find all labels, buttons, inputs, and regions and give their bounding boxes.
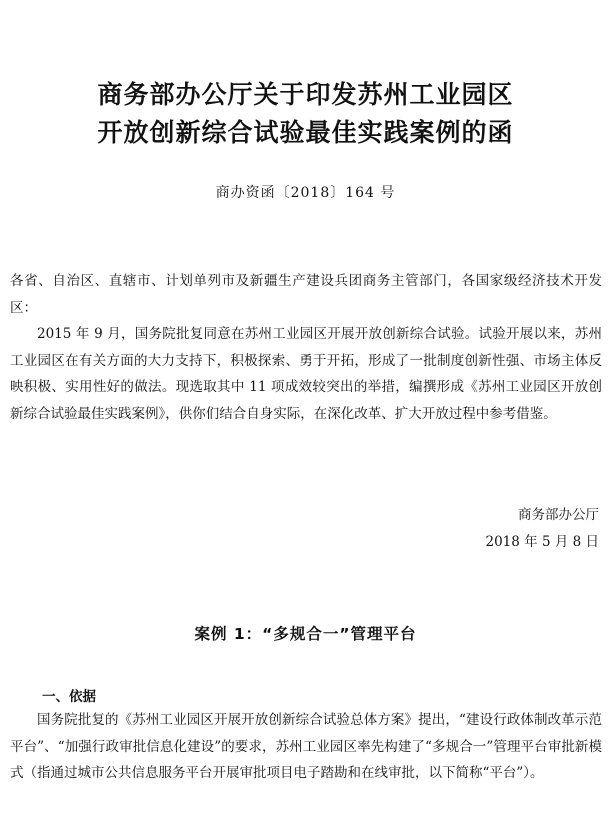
document-title-line-2: 开放创新综合试验最佳实践案例的函	[97, 118, 514, 147]
document-title-line-1: 商务部办公厅关于印发苏州工业园区	[97, 80, 514, 109]
section-heading: 一、依据	[42, 689, 96, 705]
signature-date: 2018 年 5 月 8 日	[485, 534, 599, 550]
case-paragraph: 国务院批复的《苏州工业园区开展开放创新综合试验总体方案》提出，“建设行政体制改革示范平台”、“加强行政审批信息化建设”的要求，苏州工业园区率先构建了“多规合一”管理平台审批新模式（指通过城市公共信息服务平台开展审批项目电子踏勘和在线审批，以下简称“平台”）。	[10, 712, 602, 781]
case-heading: 案例 1：“多规合一”管理平台	[194, 625, 417, 643]
document-number: 商办资函〔2018〕164 号	[215, 185, 396, 201]
addressee-paragraph: 各省、自治区、直辖市、计划单列市及新疆生产建设兵团商务主管部门，各国家级经济技术开发区：	[10, 273, 602, 316]
body-paragraph: 2015 年 9 月，国务院批复同意在苏州工业园区开展开放创新综合试验。试验开展以来，苏州工业园区在有关方面的大力支持下，积极探索、勇于开拓，形成了一批制度创新性强、市场主体反映积极、实用性好的做法。现选取其中 11 项成效较突出的举措，编撰形成《苏州工业园区开放创新综合试验最佳实践案例》，供你们结合自身实际，在深化改革、扩大开放过程中参考借鉴。	[10, 326, 602, 422]
signature-organization: 商务部办公厅	[518, 507, 599, 523]
